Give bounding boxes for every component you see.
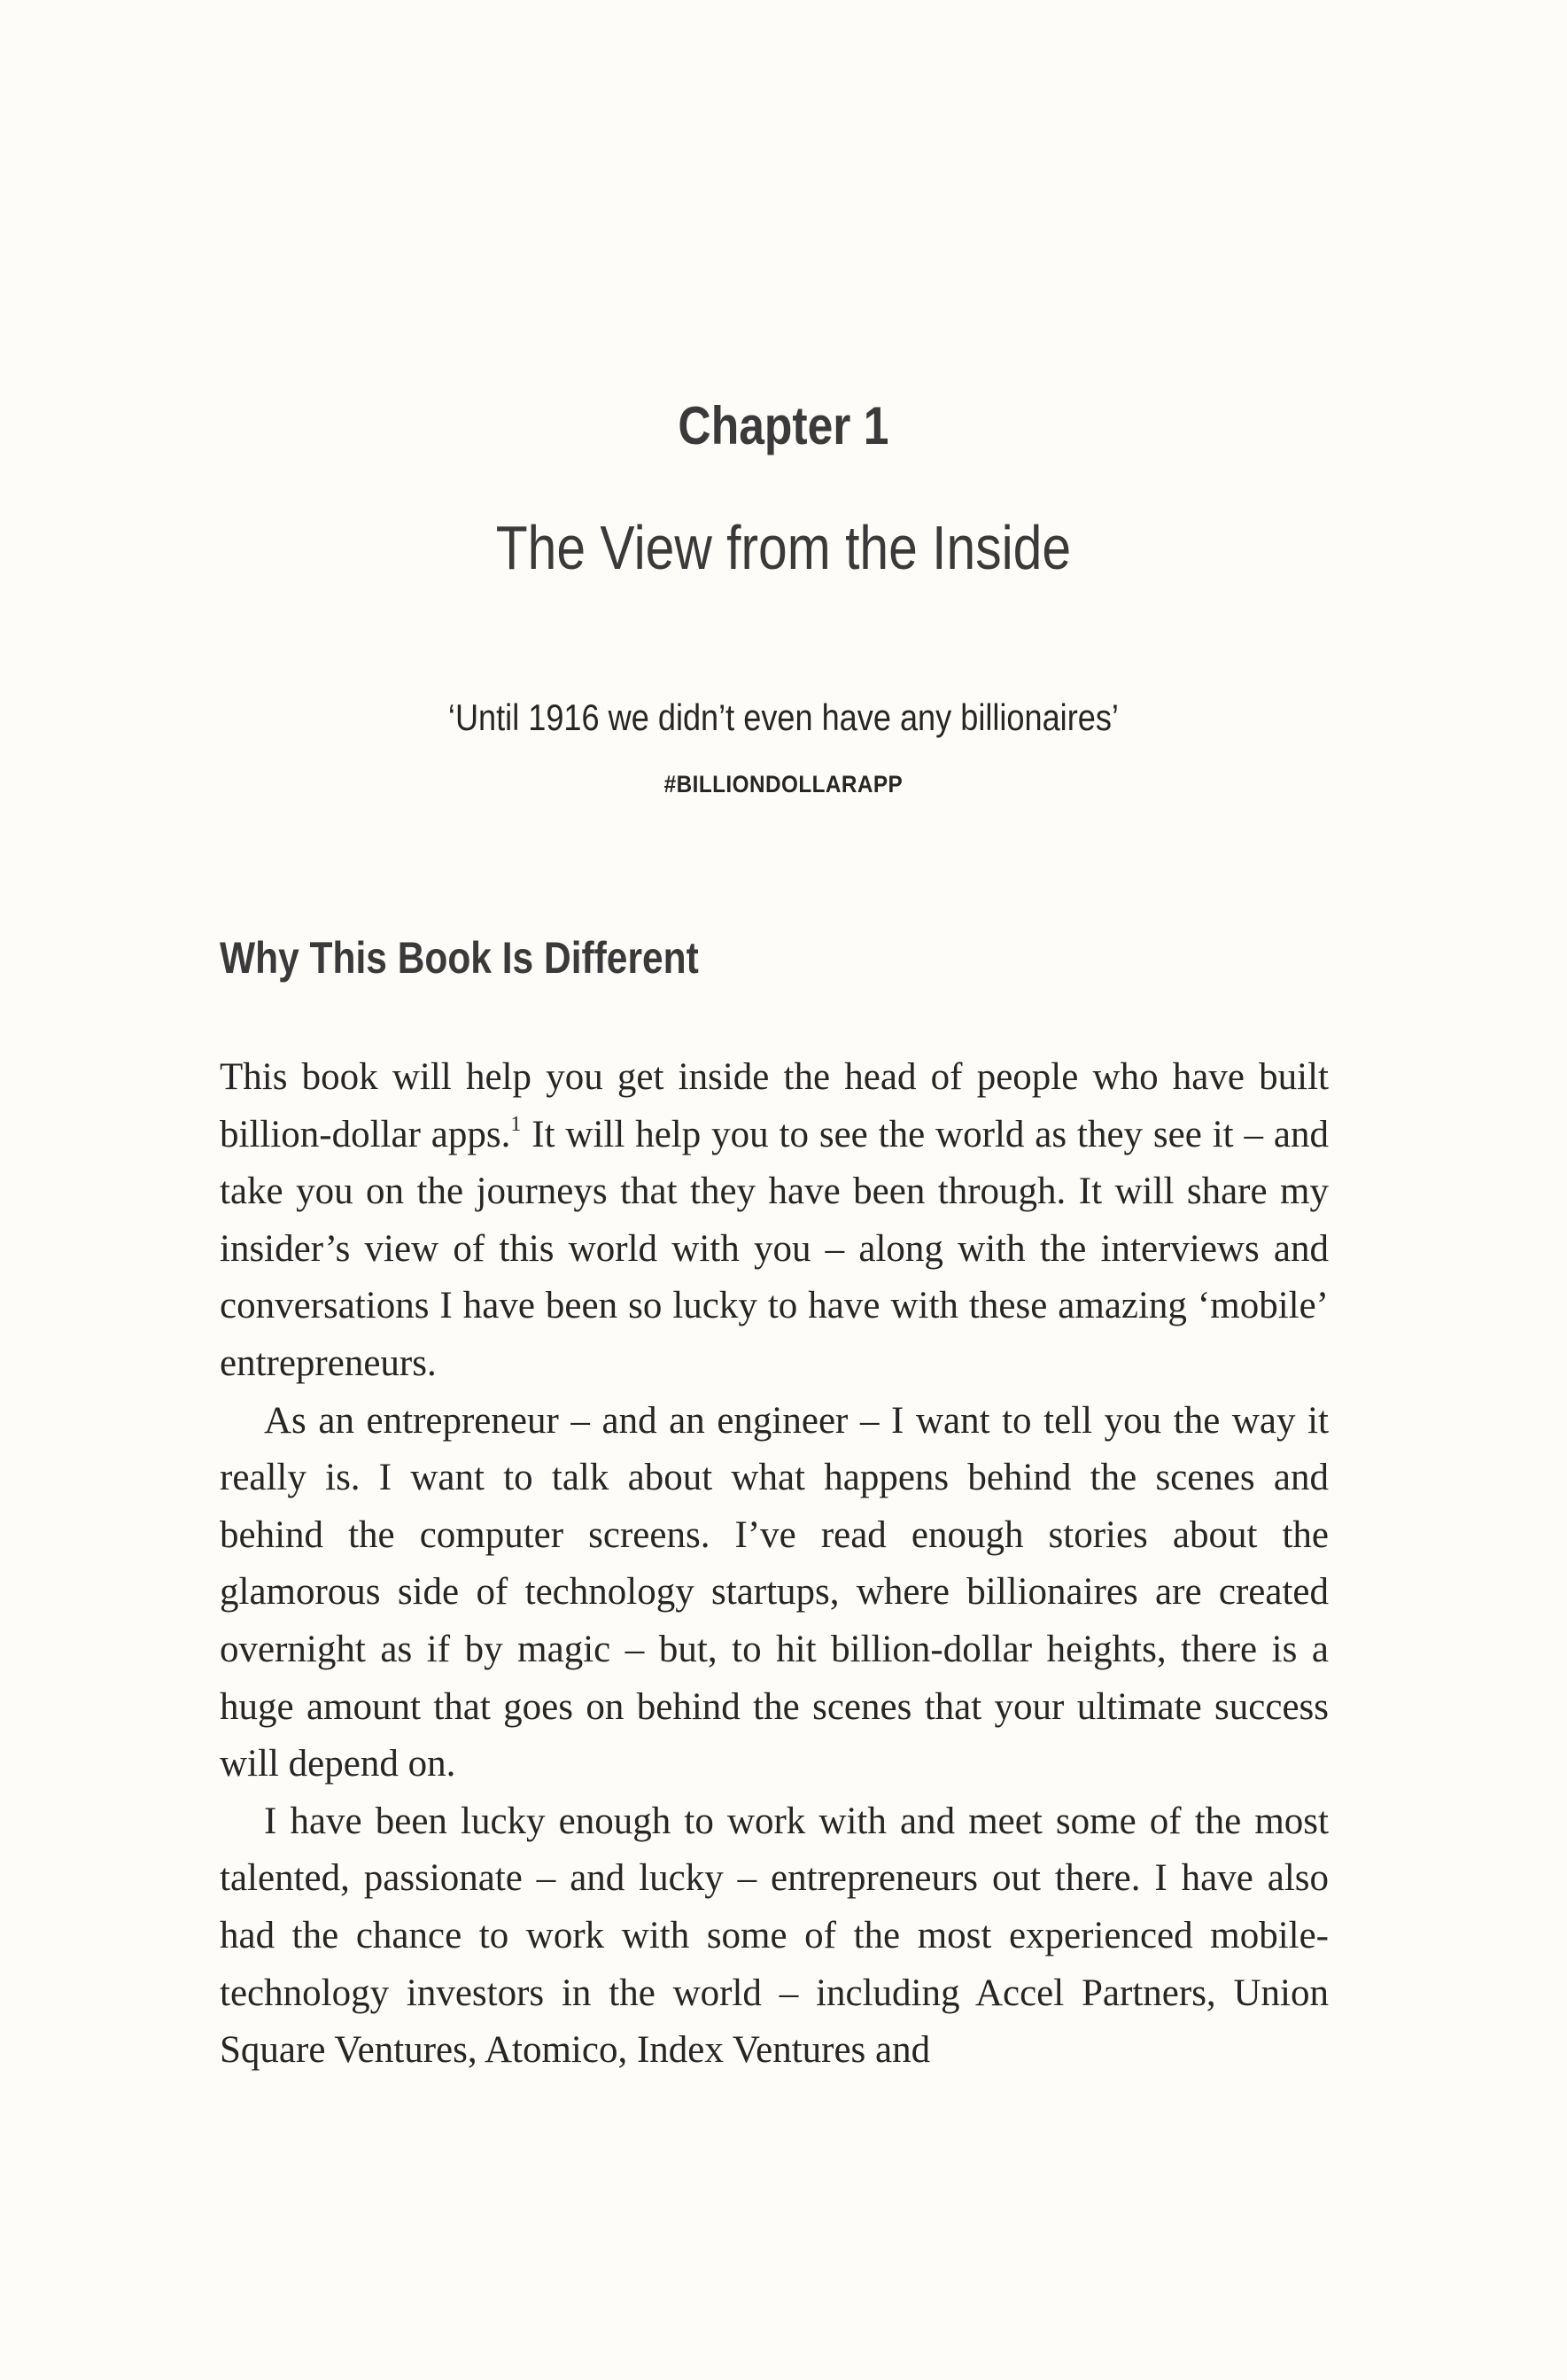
- paragraph-2: As an entrepreneur – and an engineer – I want to tell you the way it really is. I want to talk about what happens behind the scenes and behind the computer screens. I’ve read enough stories about the glamorous side of technology startups, where billionaires are created overnight as if by magic – but, to hit billion-dollar heights, there is a huge amount that goes on behind the scenes that your ultimate success will depend on.: [220, 1399, 1329, 1785]
- body-text: [220, 1049, 1329, 2080]
- paragraph-1-start: This book will help you get inside the head of people who have built billion-dollar apps.: [220, 1056, 1329, 1155]
- section-heading: Why This Book Is Different: [220, 933, 699, 983]
- paragraph-1: [220, 1049, 1329, 1393]
- chapter-title: The View from the Inside: [495, 513, 1072, 582]
- paragraph-3: I have been lucky enough to work with and meet some of the most talented, passionate – and lucky – entrepreneurs out there. I have also had the chance to work with some of the most experienced mobile-technology investors in the world – including Accel Partners, Union Square Ventures, Atomico, Index Ventures and: [220, 1800, 1329, 2072]
- epigraph-quote: ‘Until 1916 we didn’t even have any billionaires’: [447, 696, 1119, 738]
- chapter-number: Chapter 1: [678, 396, 889, 455]
- epigraph-source: #BILLIONDOLLARAPP: [663, 771, 904, 797]
- footnote-marker: 1: [510, 1112, 522, 1136]
- paragraph-1-end: It will help you to see the world as they see it – and take you on the journeys that they have been through. It will share my insider’s view of this world with you – along with the interviews and conversations I have been so lucky to have with these amazing ‘mobile’ entrepreneurs.: [220, 1113, 1329, 1384]
